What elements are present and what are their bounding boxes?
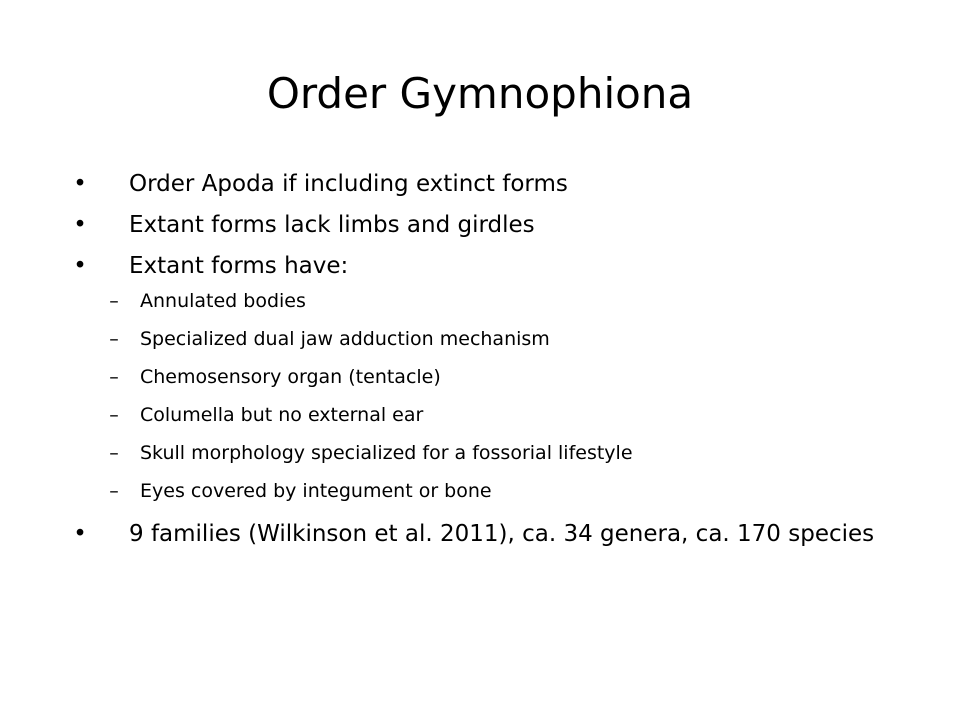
slide-title: Order Gymnophiona (266, 69, 694, 118)
sub-bullet-text: Skull morphology specialized for a fossorial lifestyle (140, 442, 633, 464)
sub-bullet-item (96, 364, 896, 390)
sub-bullet-text: Eyes covered by integument or bone (140, 480, 492, 502)
sub-bullet-text: Columella but no external ear (140, 404, 424, 426)
sub-bullet-item (96, 288, 896, 314)
sub-bullet-item (96, 440, 896, 466)
bullet-icon: • (73, 212, 87, 238)
bullet-text: Extant forms have: (129, 253, 349, 279)
bullet-text: 9 families (Wilkinson et al. 2011), ca. 34 genera, ca. 170 species (129, 521, 875, 547)
sub-bullet-item (96, 402, 896, 428)
dash-icon: – (109, 328, 119, 350)
dash-icon: – (109, 442, 119, 464)
bullet-text: Order Apoda if including extinct forms (129, 171, 568, 197)
sub-bullet-item (96, 326, 896, 352)
bullet-text: Extant forms lack limbs and girdles (129, 212, 535, 238)
sub-bullet-text: Chemosensory organ (tentacle) (140, 366, 441, 388)
dash-icon: – (109, 366, 119, 388)
bullet-item (73, 250, 896, 282)
bullet-icon: • (73, 521, 87, 547)
sub-bullet-item (96, 478, 896, 504)
dash-icon: – (109, 480, 119, 502)
bullet-icon: • (73, 253, 87, 279)
bullet-item (73, 518, 896, 550)
dash-icon: – (109, 404, 119, 426)
bullet-item (73, 209, 896, 241)
bullet-icon: • (73, 171, 87, 197)
bullet-item (73, 168, 896, 200)
dash-icon: – (109, 290, 119, 312)
sub-bullet-text: Annulated bodies (140, 290, 306, 312)
sub-bullet-text: Specialized dual jaw adduction mechanism (140, 328, 550, 350)
bullet-list (73, 168, 896, 550)
